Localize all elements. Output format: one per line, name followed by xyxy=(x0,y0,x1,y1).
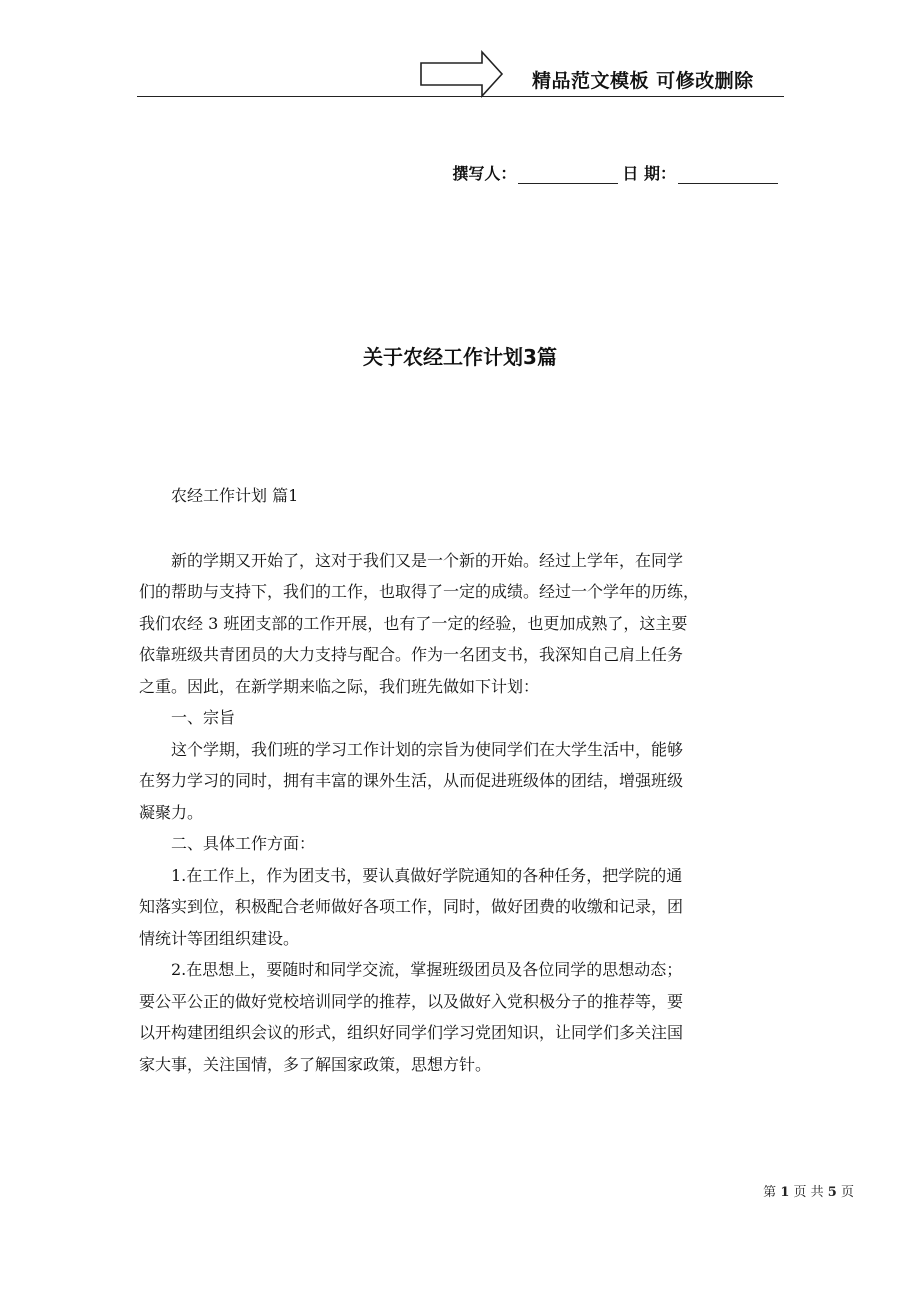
author-blank[interactable] xyxy=(518,165,618,184)
body-line: 家大事，关注国情，多了解国家政策，思想方针。 xyxy=(139,1054,492,1074)
body-line: 依靠班级共青团员的大力支持与配合。作为一名团支书，我深知自己肩上任务 xyxy=(139,645,684,664)
author-label: 撰写人： xyxy=(452,164,517,183)
header-divider xyxy=(137,96,784,97)
section-heading: 农经工作计划 篇1 xyxy=(171,486,299,505)
body-line: 们的帮助与支持下，我们的工作，也取得了一定的成绩。经过一个学年的历练， xyxy=(139,582,700,601)
body-line: 凝聚力。 xyxy=(139,802,204,822)
author-date-line xyxy=(452,161,782,184)
page-number-footer xyxy=(763,1181,854,1200)
current-page: 1 xyxy=(780,1185,790,1200)
body-line: 二、具体工作方面： xyxy=(171,834,316,853)
body-line: 以开构建团组织会议的形式，组织好同学们学习党团知识，让同学们多关注国 xyxy=(139,1023,684,1042)
total-pages: 5 xyxy=(827,1185,837,1200)
body-line: 我们农经 3 班团支部的工作开展，也有了一定的经验，也更加成熟了，这主要 xyxy=(139,613,688,633)
right-arrow-icon xyxy=(420,50,504,98)
document-title: 关于农经工作计划3篇 xyxy=(363,345,557,369)
page-mid: 页 共 xyxy=(793,1185,824,1200)
date-blank[interactable] xyxy=(678,165,778,184)
body-line: 1.在工作上，作为团支书，要认真做好学院通知的各种任务，把学院的通 xyxy=(171,865,683,885)
body-line: 之重。因此，在新学期来临之际，我们班先做如下计划： xyxy=(139,676,540,696)
header-banner: 精品范文模板 可修改删除 xyxy=(532,70,754,92)
body-line: 情统计等团组织建设。 xyxy=(139,928,300,948)
body-line: 2.在思想上，要随时和同学交流，掌握班级团员及各位同学的思想动态； xyxy=(171,960,683,979)
body-line: 知落实到位，积极配合老师做好各项工作，同时，做好团费的收缴和记录，团 xyxy=(139,897,684,916)
body-line: 这个学期，我们班的学习工作计划的宗旨为使同学们在大学生活中，能够 xyxy=(171,739,684,759)
body-line: 在努力学习的同时，拥有丰富的课外生活，从而促进班级体的团结，增强班级 xyxy=(139,771,684,790)
date-label: 日 期： xyxy=(622,164,676,183)
document-body xyxy=(139,480,779,1080)
page-suffix: 页 xyxy=(840,1185,854,1200)
body-line: 一、宗旨 xyxy=(171,708,236,727)
page-prefix: 第 xyxy=(763,1185,777,1200)
body-line: 新的学期又开始了，这对于我们又是一个新的开始。经过上学年，在同学 xyxy=(171,550,684,570)
body-line: 要公平公正的做好党校培训同学的推荐，以及做好入党积极分子的推荐等，要 xyxy=(139,991,684,1011)
